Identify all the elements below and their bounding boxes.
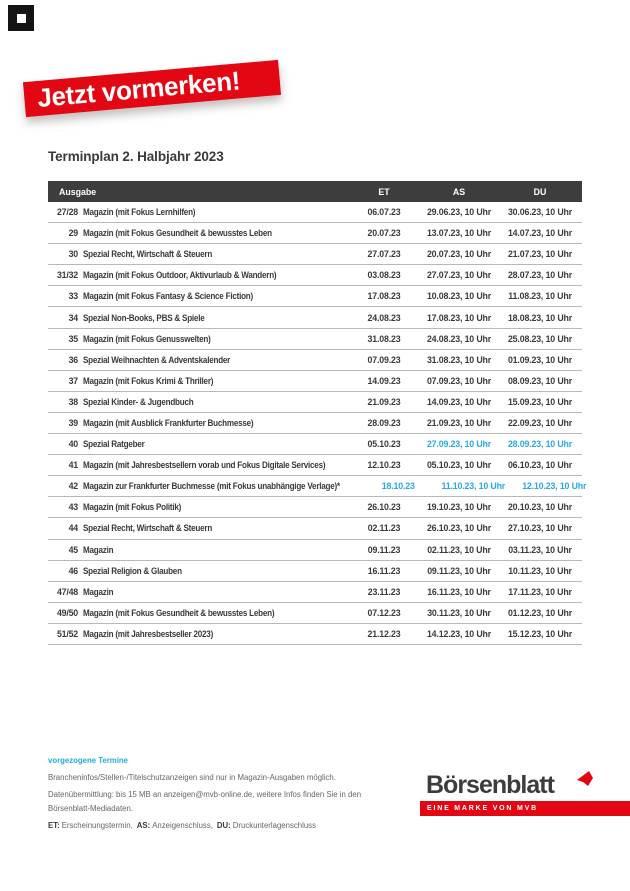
as-deadline-cell: 07.09.23, 10 Uhr — [426, 375, 492, 386]
issue-name-text: Magazin zur Frankfurter Buchmesse (mit Fokus unabhängige Verlage)* — [83, 481, 340, 492]
issue-number-cell: 34 — [68, 312, 78, 323]
et-date-cell: 18.10.23 — [381, 481, 415, 492]
du-deadline-cell: 21.07.23, 10 Uhr — [507, 249, 573, 260]
column-header-as: AS — [452, 186, 466, 197]
et-date-cell: 21.09.23 — [367, 396, 401, 407]
issue-name-text: Magazin (mit Fokus Gesundheit & bewusstes Leben — [83, 228, 272, 239]
issue-number-cell: 41 — [68, 460, 78, 471]
promo-banner — [23, 60, 281, 117]
brand-tagline-bar — [420, 801, 630, 816]
as-deadline-cell: 13.07.23, 10 Uhr — [426, 228, 492, 239]
issue-name-cell — [78, 355, 348, 365]
et-date-cell: 28.09.23 — [367, 417, 401, 428]
issue-name-cell — [78, 376, 348, 386]
issue-number-cell: 51/52 — [56, 628, 78, 639]
issue-name-cell — [78, 629, 348, 639]
table-row — [48, 561, 582, 582]
issue-number-cell: 35 — [68, 333, 78, 344]
as-deadline-cell: 05.10.23, 10 Uhr — [426, 460, 492, 471]
issue-number-cell: 42 — [68, 481, 78, 492]
issue-number-cell: 49/50 — [56, 607, 78, 618]
du-deadline-cell: 28.07.23, 10 Uhr — [507, 270, 573, 281]
legend-value-du: Druckunterlagenschluss — [232, 821, 316, 830]
as-deadline-cell: 02.11.23, 10 Uhr — [427, 544, 491, 555]
as-deadline-cell: 30.11.23, 10 Uhr — [427, 607, 491, 618]
promo-banner-text: Jetzt vormerken! — [36, 65, 242, 113]
issue-number-cell: 44 — [68, 523, 78, 534]
as-deadline-cell: 19.10.23, 10 Uhr — [426, 502, 492, 513]
footnote-line-2: Datenübermittlung: bis 15 MB an anzeigen@mvb-online.de, weitere Infos finden Sie in den Börsenblatt-Mediadaten. — [48, 790, 362, 813]
issue-number-cell: 43 — [68, 502, 78, 513]
issue-number-cell: 27/28 — [56, 207, 78, 218]
issue-number-cell: 29 — [68, 228, 78, 239]
du-deadline-cell: 03.11.23, 10 Uhr — [508, 544, 572, 555]
issue-name-text: Spezial Recht, Wirtschaft & Steuern — [83, 523, 213, 534]
issue-name-text: Magazin (mit Fokus Fantasy & Science Fiction) — [83, 291, 253, 302]
issue-name-cell — [78, 334, 348, 344]
brand-arrow-icon — [576, 771, 594, 787]
issue-name-cell — [78, 566, 348, 576]
as-deadline-cell: 20.07.23, 10 Uhr — [426, 249, 492, 260]
table-row — [48, 540, 582, 561]
table-row — [48, 223, 582, 244]
page-title: Terminplan 2. Halbjahr 2023 — [48, 149, 224, 164]
legend-key-as: AS: — [136, 821, 151, 830]
issue-name-text: Magazin — [83, 544, 114, 555]
as-deadline-cell: 26.10.23, 10 Uhr — [426, 523, 492, 534]
schedule-table — [48, 181, 587, 645]
footnote-heading: vorgezogene Termine — [48, 756, 129, 765]
issue-name-cell — [78, 523, 348, 533]
legend-value-as: Anzeigenschluss, — [152, 821, 213, 830]
du-deadline-cell: 12.10.23, 10 Uhr — [522, 481, 587, 492]
table-row — [48, 476, 587, 497]
issue-name-cell — [78, 418, 348, 428]
legend-value-et: Erscheinungstermin, — [61, 821, 133, 830]
issue-number-cell: 47/48 — [56, 586, 78, 597]
issue-name-cell — [78, 587, 348, 597]
et-date-cell: 12.10.23 — [367, 460, 401, 471]
as-deadline-cell: 29.06.23, 10 Uhr — [426, 207, 492, 218]
du-deadline-cell: 08.09.23, 10 Uhr — [507, 375, 573, 386]
du-deadline-cell: 18.08.23, 10 Uhr — [507, 312, 573, 323]
column-header-ausgabe: Ausgabe — [59, 186, 97, 197]
issue-name-cell — [78, 608, 348, 618]
column-header-et: ET — [378, 186, 390, 197]
brand-wordmark: Börsenblatt — [426, 771, 554, 799]
issue-name-cell — [78, 313, 348, 323]
table-row — [48, 455, 582, 476]
as-deadline-cell: 14.09.23, 10 Uhr — [426, 396, 492, 407]
et-date-cell: 20.07.23 — [367, 228, 401, 239]
as-deadline-cell: 21.09.23, 10 Uhr — [426, 417, 492, 428]
et-date-cell: 31.08.23 — [367, 333, 401, 344]
et-date-cell: 05.10.23 — [367, 439, 401, 450]
table-row — [48, 603, 582, 624]
brand-tagline-text: EINE MARKE VON MVB — [427, 805, 538, 812]
du-deadline-cell: 01.12.23, 10 Uhr — [507, 607, 573, 618]
et-date-cell: 21.12.23 — [367, 628, 401, 639]
legend-key-du: DU: — [216, 821, 231, 830]
du-deadline-cell: 27.10.23, 10 Uhr — [507, 523, 573, 534]
table-row — [48, 286, 582, 307]
issue-name-cell — [78, 481, 362, 491]
table-row — [48, 350, 582, 371]
issue-number-cell: 38 — [68, 396, 78, 407]
table-row — [48, 307, 582, 328]
issue-name-text: Magazin (mit Jahresbestsellern vorab und Fokus Digitale Services) — [83, 460, 326, 471]
issue-name-text: Magazin (mit Ausblick Frankfurter Buchmesse) — [83, 417, 254, 428]
table-header-row — [48, 181, 582, 202]
issue-name-text: Spezial Ratgeber — [83, 439, 145, 450]
as-deadline-cell: 17.08.23, 10 Uhr — [426, 312, 492, 323]
as-deadline-cell: 16.11.23, 10 Uhr — [427, 586, 491, 597]
issue-name-cell — [78, 249, 348, 259]
as-deadline-cell: 24.08.23, 10 Uhr — [426, 333, 492, 344]
et-date-cell: 17.08.23 — [367, 291, 401, 302]
legend-key-et: ET: — [48, 821, 60, 830]
issue-number-cell: 36 — [68, 354, 78, 365]
issue-name-text: Magazin (mit Fokus Outdoor, Aktivurlaub & Wandern) — [83, 270, 277, 281]
issue-name-cell — [78, 460, 348, 470]
issue-number-cell: 31/32 — [56, 270, 78, 281]
et-date-cell: 07.09.23 — [367, 354, 401, 365]
issue-name-text: Magazin (mit Fokus Gesundheit & bewusstes Leben) — [83, 607, 275, 618]
issue-number-cell: 30 — [68, 249, 78, 260]
et-date-cell: 16.11.23 — [367, 565, 401, 576]
issue-name-cell — [78, 291, 348, 301]
table-row — [48, 329, 582, 350]
as-deadline-cell: 09.11.23, 10 Uhr — [427, 565, 491, 576]
table-row — [48, 434, 582, 455]
table-row — [48, 624, 582, 645]
issue-name-text: Spezial Kinder- & Jugendbuch — [83, 396, 194, 407]
issue-name-text: Magazin (mit Fokus Genusswelten) — [83, 333, 211, 344]
du-deadline-cell: 01.09.23, 10 Uhr — [507, 354, 573, 365]
du-deadline-cell: 28.09.23, 10 Uhr — [507, 439, 573, 450]
et-date-cell: 23.11.23 — [367, 586, 401, 597]
as-deadline-cell: 14.12.23, 10 Uhr — [426, 628, 492, 639]
table-row — [48, 582, 582, 603]
table-row — [48, 497, 582, 518]
et-date-cell: 09.11.23 — [367, 544, 401, 555]
as-deadline-cell: 31.08.23, 10 Uhr — [426, 354, 492, 365]
issue-name-text: Spezial Recht, Wirtschaft & Steuern — [83, 249, 213, 260]
et-date-cell: 24.08.23 — [367, 312, 401, 323]
as-deadline-cell: 27.07.23, 10 Uhr — [426, 270, 492, 281]
as-deadline-cell: 10.08.23, 10 Uhr — [426, 291, 492, 302]
issue-name-text: Magazin (mit Jahresbestseller 2023) — [83, 628, 214, 639]
du-deadline-cell: 11.08.23, 10 Uhr — [508, 291, 572, 302]
du-deadline-cell: 14.07.23, 10 Uhr — [507, 228, 573, 239]
column-header-du: DU — [533, 186, 547, 197]
registration-mark-inner — [17, 14, 26, 23]
issue-name-cell — [78, 207, 348, 217]
table-row — [48, 518, 582, 539]
du-deadline-cell: 20.10.23, 10 Uhr — [507, 502, 573, 513]
issue-name-cell — [78, 270, 348, 280]
issue-name-cell — [78, 439, 348, 449]
registration-mark — [8, 5, 34, 31]
issue-name-text: Spezial Religion & Glauben — [83, 565, 182, 576]
issue-number-cell: 33 — [68, 291, 78, 302]
du-deadline-cell: 25.08.23, 10 Uhr — [507, 333, 573, 344]
issue-name-text: Spezial Non-Books, PBS & Spiele — [83, 312, 205, 323]
et-date-cell: 02.11.23 — [367, 523, 401, 534]
du-deadline-cell: 15.12.23, 10 Uhr — [507, 628, 573, 639]
issue-number-cell: 45 — [68, 544, 78, 555]
et-date-cell: 03.08.23 — [367, 270, 401, 281]
issue-number-cell: 46 — [68, 565, 78, 576]
as-deadline-cell: 27.09.23, 10 Uhr — [426, 439, 492, 450]
issue-number-cell: 40 — [68, 439, 78, 450]
issue-name-text: Magazin (mit Fokus Lernhilfen) — [83, 207, 196, 218]
du-deadline-cell: 17.11.23, 10 Uhr — [508, 586, 572, 597]
issue-name-text: Spezial Weihnachten & Adventskalender — [83, 354, 231, 365]
issue-name-cell — [78, 502, 348, 512]
abbreviation-legend — [48, 821, 320, 830]
et-date-cell: 26.10.23 — [367, 502, 401, 513]
du-deadline-cell: 06.10.23, 10 Uhr — [507, 460, 573, 471]
du-deadline-cell: 30.06.23, 10 Uhr — [507, 207, 573, 218]
du-deadline-cell: 10.11.23, 10 Uhr — [508, 565, 572, 576]
et-date-cell: 14.09.23 — [367, 375, 401, 386]
table-row — [48, 265, 582, 286]
du-deadline-cell: 22.09.23, 10 Uhr — [507, 417, 573, 428]
et-date-cell: 27.07.23 — [367, 249, 401, 260]
issue-name-text: Magazin (mit Fokus Politik) — [83, 502, 182, 513]
et-date-cell: 07.12.23 — [367, 607, 401, 618]
table-row — [48, 413, 582, 434]
table-row — [48, 392, 582, 413]
table-row — [48, 202, 582, 223]
issue-name-cell — [78, 228, 348, 238]
table-row — [48, 244, 582, 265]
table-body — [48, 202, 587, 645]
du-deadline-cell: 15.09.23, 10 Uhr — [507, 396, 573, 407]
table-row — [48, 371, 582, 392]
issue-name-text: Magazin — [83, 586, 114, 597]
issue-number-cell: 37 — [68, 375, 78, 386]
et-date-cell: 06.07.23 — [367, 207, 401, 218]
as-deadline-cell: 11.10.23, 10 Uhr — [441, 481, 506, 492]
issue-name-cell — [78, 545, 348, 555]
issue-name-cell — [78, 397, 348, 407]
footnote-line-1: Brancheninfos/Stellen-/Titelschutzanzeigen sind nur in Magazin-Ausgaben möglich. — [48, 773, 336, 782]
issue-name-text: Magazin (mit Fokus Krimi & Thriller) — [83, 375, 214, 386]
issue-number-cell: 39 — [68, 417, 78, 428]
